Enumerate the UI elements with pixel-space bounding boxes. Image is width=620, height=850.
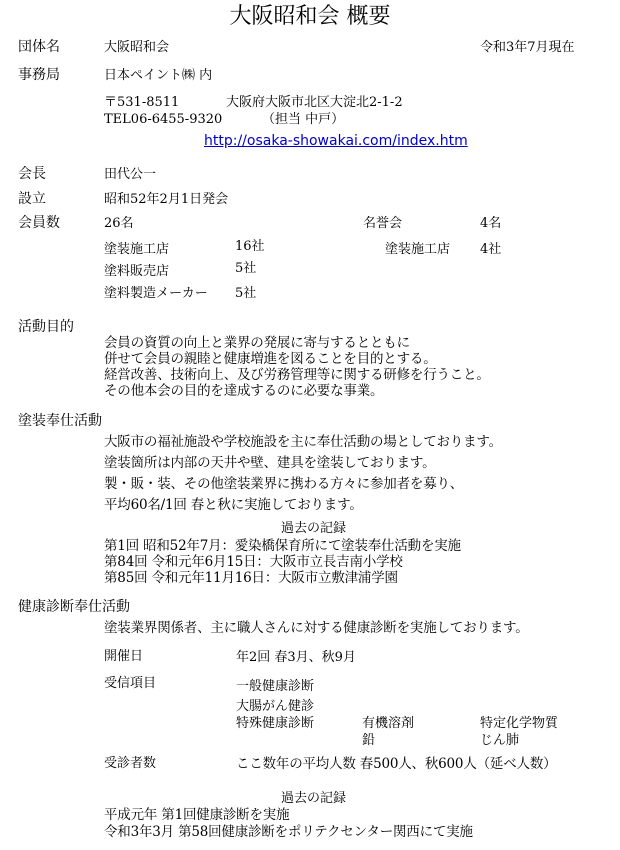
- honorary-type: 塗装施工店: [385, 242, 451, 257]
- item-chemical: 特定化学物質: [480, 716, 559, 731]
- members-total: 26名: [104, 216, 134, 231]
- examinees-value: ここ数年の平均人数 春500人、秋600人（延べ人数）: [236, 756, 557, 772]
- health-intro: 塗装業界関係者、主に職人さんに対する健康診断を実施しております。: [104, 620, 529, 636]
- founded-date: 昭和52年2月1日発会: [104, 192, 229, 207]
- items-label: 受信項目: [104, 676, 157, 691]
- org-name: 大阪昭和会: [104, 40, 170, 55]
- as-of-date: 令和3年7月現在: [480, 40, 575, 55]
- service-record: 第85回 令和元年11月16日：大阪市立敷津浦学園: [104, 570, 398, 586]
- service-record: 第1回 昭和52年7月：愛染橋保育所にて塗装奉仕活動を実施: [104, 538, 461, 554]
- org-label: 団体名: [18, 39, 60, 55]
- purpose-label: 活動目的: [18, 319, 74, 335]
- service-line: 大阪市の福祉施設や学校施設を主に奉仕活動の場としております。: [104, 434, 502, 450]
- purpose-line: その他本会の目的を達成するのに必要な事業。: [104, 383, 384, 399]
- item-organic: 有機溶剤: [362, 716, 415, 731]
- honorary-count: 4名: [480, 216, 502, 231]
- service-label: 塗装奉仕活動: [18, 413, 102, 429]
- office-contact: （担当 中戸）: [262, 112, 345, 127]
- office-address: 大阪府大阪市北区大淀北2-1-2: [226, 95, 403, 110]
- website-link[interactable]: http://osaka-showakai.com/index.htm: [204, 133, 468, 149]
- service-record: 第84回 令和元年6月15日：大阪市立長吉南小学校: [104, 554, 403, 570]
- service-line: 平均60名/1回 春と秋に実施しております。: [104, 497, 363, 513]
- health-records-title: 過去の記録: [281, 791, 347, 806]
- examinees-label: 受診者数: [104, 756, 157, 771]
- purpose-line: 会員の資質の向上と業界の発展に寄与するとともに: [104, 335, 410, 351]
- honorary-label: 名誉会: [363, 216, 403, 231]
- honorary-type-count: 4社: [480, 242, 502, 257]
- item-special: 特殊健康診断: [236, 716, 315, 731]
- member-type: 塗装施工店: [104, 242, 170, 257]
- purpose-line: 経営改善、技術向上、及び労務管理等に関する研修を行うこと。: [104, 367, 490, 383]
- founded-label: 設立: [18, 191, 46, 207]
- service-records-title: 過去の記録: [281, 521, 347, 536]
- purpose-line: 併せて会員の親睦と健康増進を図ることを目的とする。: [104, 351, 437, 367]
- member-count: 16社: [235, 239, 265, 254]
- health-record: 令和3年3月 第58回健康診断をポリテクセンター関西にて実施: [104, 824, 473, 840]
- schedule-value: 年2回 春3月、秋9月: [236, 650, 356, 665]
- office-label: 事務局: [18, 67, 60, 83]
- office-tel: TEL06-6455-9320: [104, 112, 223, 127]
- member-type: 塗料製造メーカー: [104, 286, 208, 301]
- health-record: 平成元年 第1回健康診断を実施: [104, 807, 290, 823]
- members-label: 会員数: [18, 215, 60, 231]
- health-label: 健康診断奉仕活動: [18, 599, 130, 615]
- member-count: 5社: [235, 261, 257, 276]
- service-line: 塗装箇所は内部の天井や壁、建具を塗装しております。: [104, 455, 436, 471]
- postal-code: 〒531-8511: [104, 95, 180, 110]
- member-type: 塗料販売店: [104, 264, 170, 279]
- item-general: 一般健康診断: [236, 679, 315, 694]
- page-title: 大阪昭和会 概要: [229, 4, 391, 29]
- schedule-label: 開催日: [104, 649, 144, 664]
- chairman-name: 田代公一: [104, 167, 157, 182]
- item-colon: 大腸がん健診: [236, 699, 315, 714]
- member-count: 5社: [235, 286, 257, 301]
- item-pneumo: じん肺: [480, 733, 520, 748]
- service-line: 製・販・装、その他塗装業界に携わる方々に参加者を募り、: [104, 476, 464, 492]
- item-lead: 鉛: [362, 733, 376, 748]
- chairman-label: 会長: [18, 166, 46, 182]
- office-name: 日本ペイント㈱ 内: [104, 68, 213, 83]
